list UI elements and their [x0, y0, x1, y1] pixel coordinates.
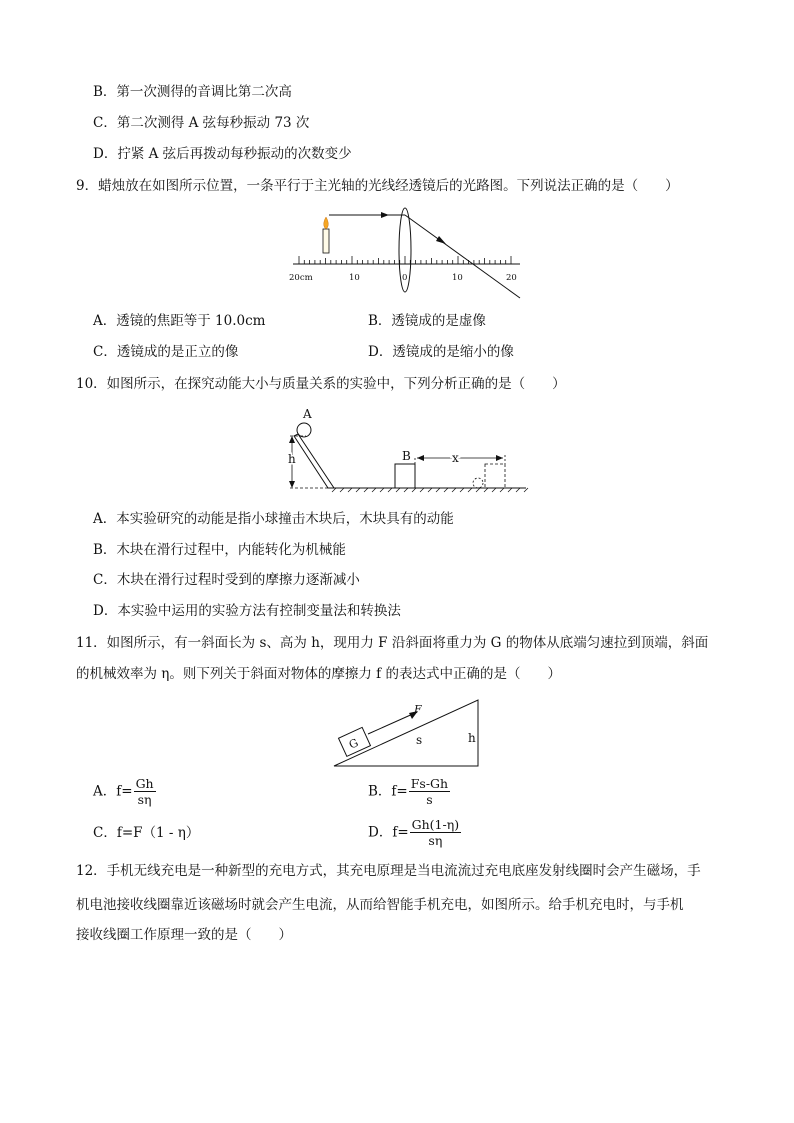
q10-option-a: A．本实验研究的动能是指小球撞击木块后，木块具有的动能 [93, 511, 454, 527]
q9-stem: 9．蜡烛放在如图所示位置，一条平行于主光轴的光线经透镜后的光路图。下列说法正确的是（ ） [76, 178, 679, 194]
q12-stem-line1: 12．手机无线充电是一种新型的充电方式，其充电原理是当电流流过充电底座发射线圈时会产生磁场，手 [76, 863, 701, 879]
q11-option-a-fraction [134, 777, 156, 807]
q11-option-b-numerator: Fs-Gh [410, 776, 449, 791]
length-label: s [416, 733, 423, 747]
candle-flame [324, 217, 329, 229]
force-label: F [414, 703, 422, 716]
ramp [294, 434, 334, 488]
q11-option-d-denominator: sη [428, 833, 443, 848]
refracted-ray [405, 215, 520, 298]
q9-option-a: A．透镜的焦距等于 10.0cm [93, 313, 266, 329]
q10-option-c: C．木块在滑行过程时受到的摩擦力逐渐减小 [93, 572, 360, 588]
q10-option-d: D．本实验中运用的实验方法有控制变量法和转换法 [93, 603, 401, 619]
q11-stem-line2: 的机械效率为 η。则下列关于斜面对物体的摩擦力 f 的表达式中正确的是（ ） [76, 666, 561, 682]
block-b-label: B [402, 449, 411, 463]
ball-a-label: A [303, 407, 312, 421]
ball-final-position [473, 478, 483, 488]
q11-option-b [368, 777, 450, 807]
candle [323, 229, 329, 253]
q11-option-b-prefix: B．f= [368, 783, 408, 800]
ruler-ticks [299, 256, 511, 264]
q11-stem-line1: 11．如图所示，有一斜面长为 s、高为 h，现用力 F 沿斜面将重力为 G 的物体从底端匀速拉到顶端，斜面 [76, 635, 709, 651]
q12-stem-line2: 机电池接收线圈靠近该磁场时就会产生电流，从而给智能手机充电，如图所示。给手机充电时，与手机 [76, 897, 684, 913]
weight-label: G [346, 736, 361, 752]
q11-option-a-prefix: A．f= [93, 783, 133, 800]
block-b [395, 464, 415, 488]
q9-option-c: C．透镜成的是正立的像 [93, 344, 239, 360]
kinetic-energy-diagram [282, 400, 532, 495]
height-label: h [288, 452, 296, 466]
q11-option-d-prefix: D．f= [368, 824, 409, 841]
q8-option-c: C．第二次测得 A 弦每秒振动 73 次 [93, 115, 310, 131]
q11-option-a [93, 777, 156, 807]
distance-label: x [452, 451, 459, 465]
ball-a [297, 423, 311, 437]
ruler-label-0: 0 [402, 273, 408, 283]
ruler-label-10-right: 10 [452, 273, 463, 283]
q11-option-d [368, 818, 461, 848]
ruler-label-10-left: 10 [349, 273, 360, 283]
q11-option-b-denominator: s [426, 792, 433, 807]
q10-option-b: B．木块在滑行过程中，内能转化为机械能 [93, 542, 346, 558]
q11-option-a-denominator: sη [137, 792, 152, 807]
height-label-incline: h [468, 731, 476, 745]
q9-option-b: B．透镜成的是虚像 [368, 313, 486, 329]
q11-option-c: C．f=F（1 - η） [93, 825, 200, 841]
q8-option-d: D．拧紧 A 弦后再拨动每秒振动的次数变少 [93, 146, 352, 162]
q12-stem-line3: 接收线圈工作原理一致的是（ ） [76, 927, 292, 943]
q11-option-d-numerator: Gh(1-η) [411, 817, 460, 832]
block-final-position [485, 464, 505, 488]
ground-hatch [332, 488, 528, 492]
force-arrow [368, 713, 415, 734]
lens-ray-diagram [285, 202, 535, 302]
q11-option-d-fraction [410, 818, 461, 848]
ruler-label-20: 20 [506, 273, 517, 283]
incline-diagram [330, 698, 485, 770]
q11-option-a-numerator: Gh [135, 776, 154, 791]
ruler-label-20cm: 20cm [289, 273, 313, 283]
q10-stem: 10．如图所示，在探究动能大小与质量关系的实验中，下列分析正确的是（ ） [76, 376, 566, 392]
q11-option-b-fraction [409, 777, 450, 807]
q8-option-b: B．第一次测得的音调比第二次高 [93, 84, 292, 100]
q9-option-d: D．透镜成的是缩小的像 [368, 344, 514, 360]
